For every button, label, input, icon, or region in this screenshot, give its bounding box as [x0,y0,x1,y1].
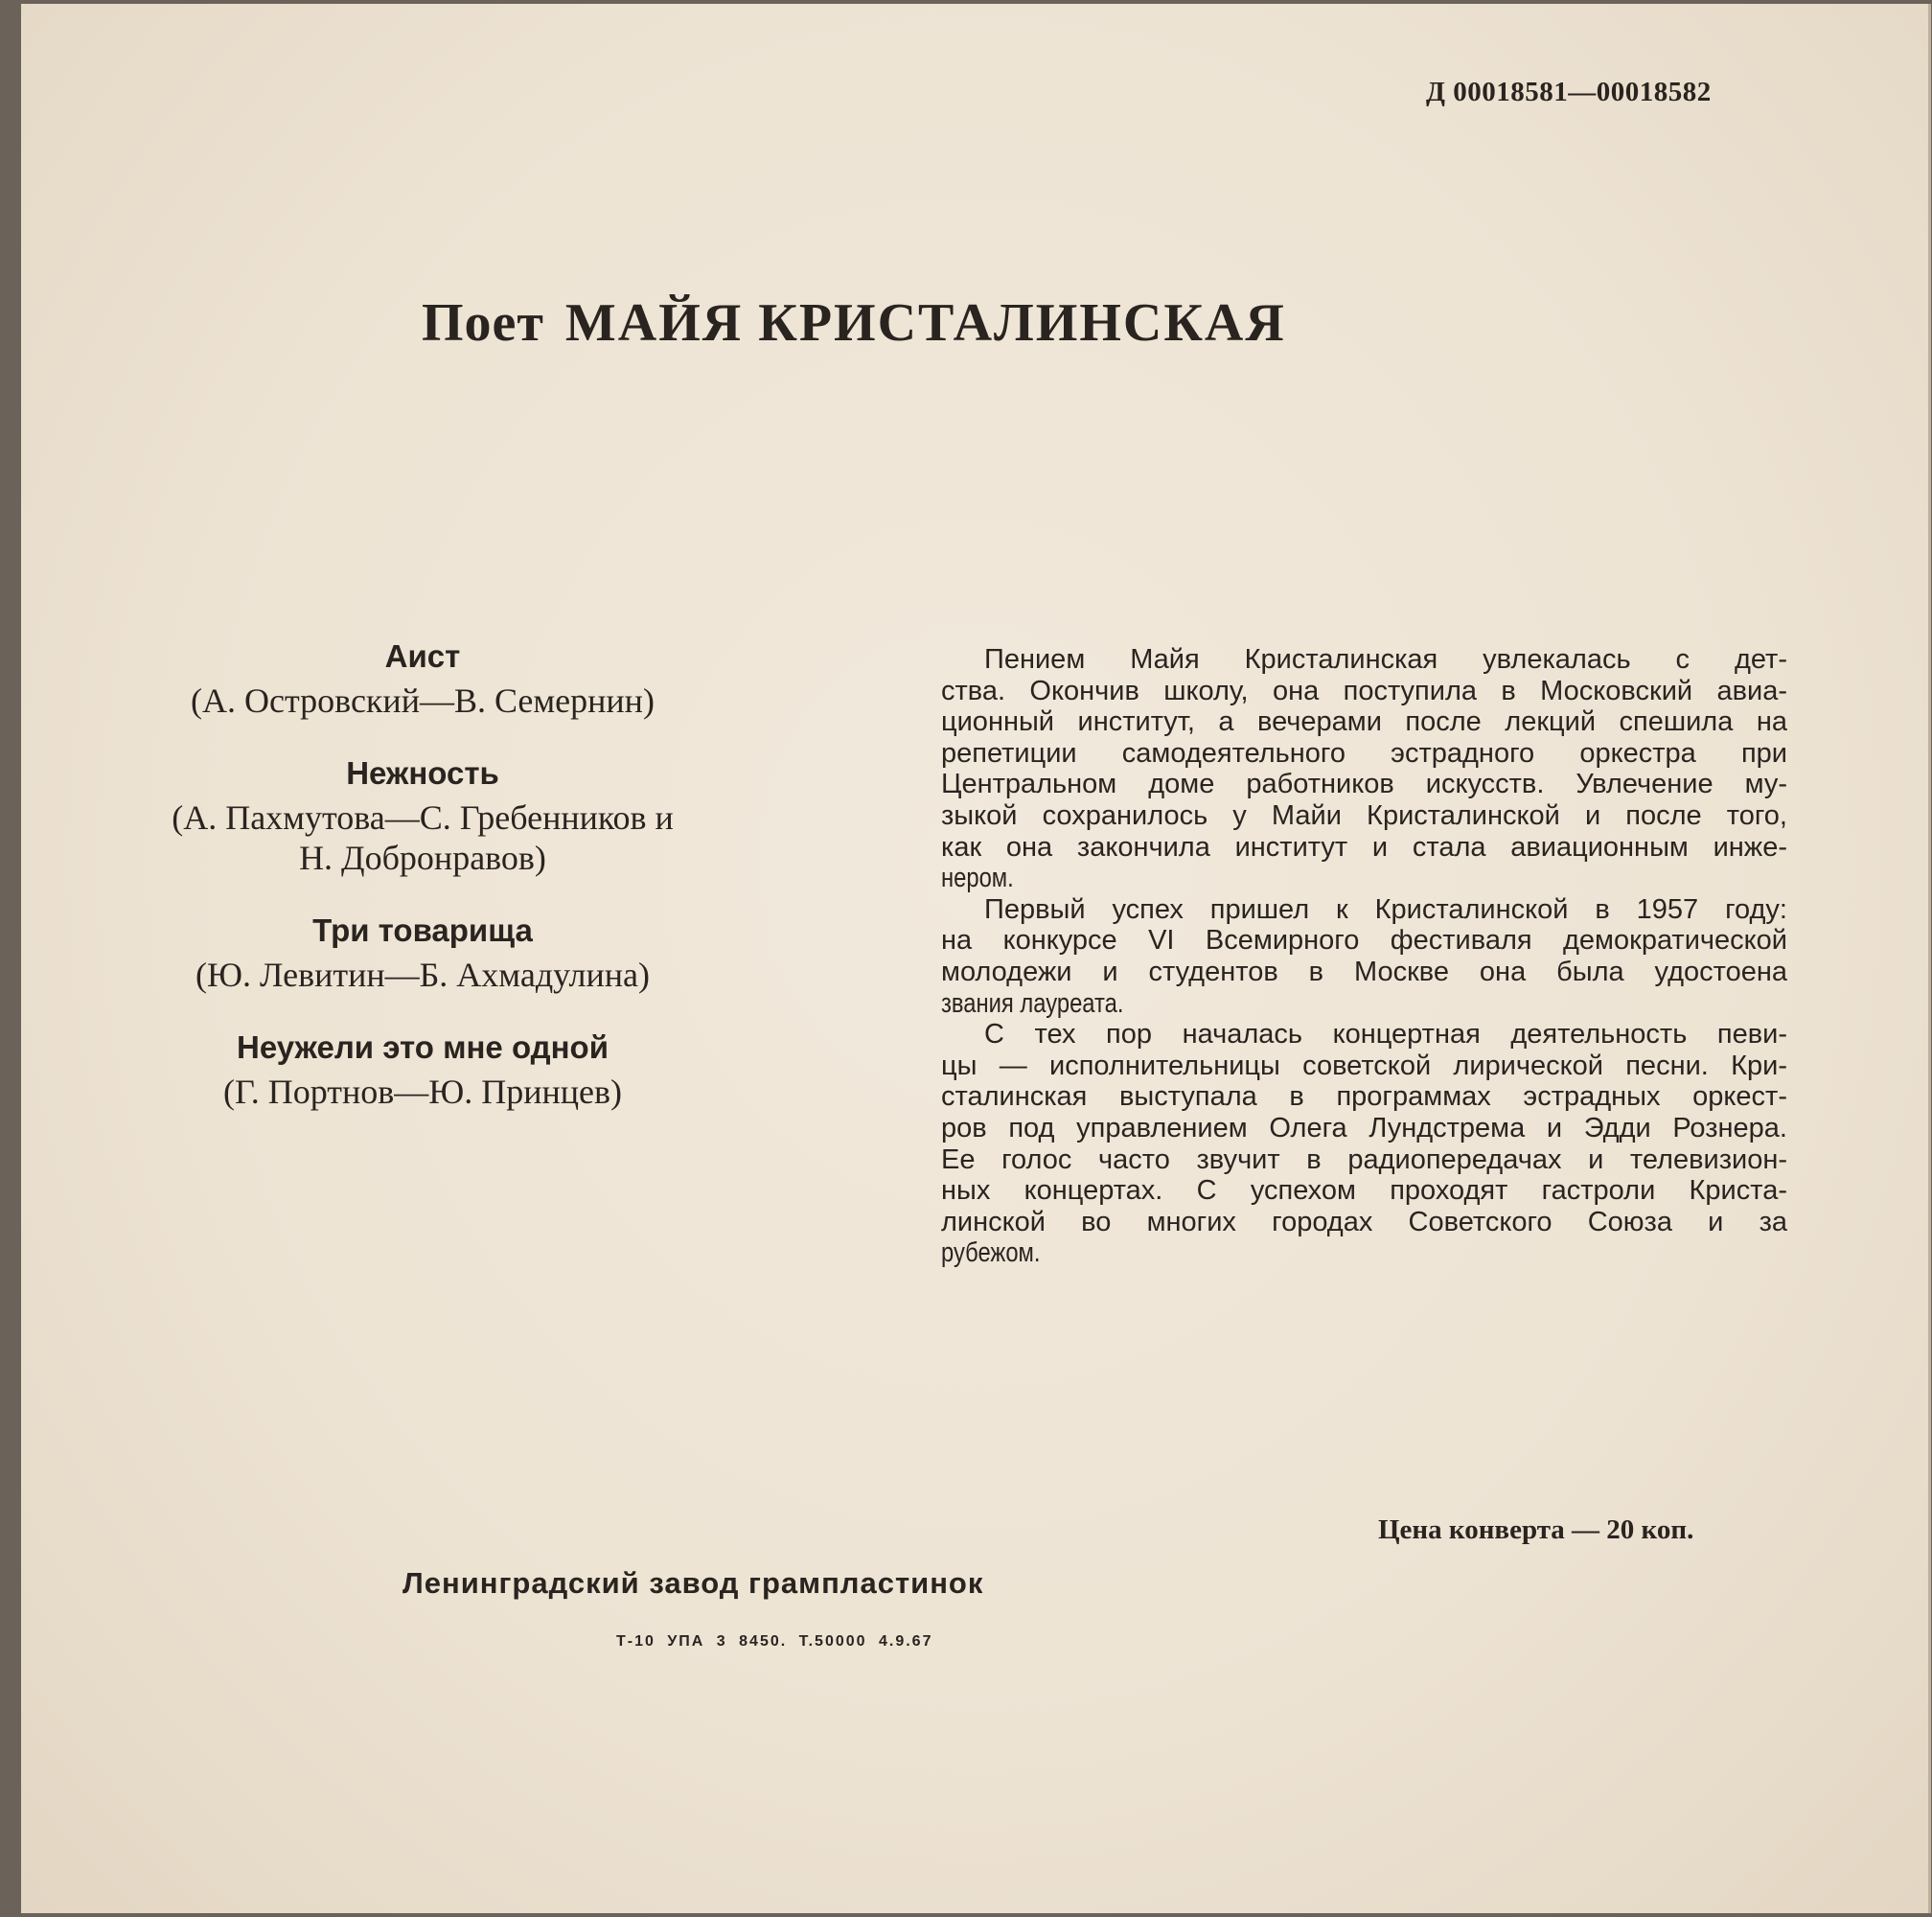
track-authors-line: (Г. Портнов—Ю. Принцев) [222,1073,623,1111]
bio-line: рубежом. [941,1237,1041,1269]
title-prefix: Поет [422,293,544,353]
bio-line: нером. [941,863,1014,894]
bio-line: ров под управлением Олега Лундстрема и Эдди Рознера. [941,1112,1787,1143]
artist-name: МАЙЯ КРИСТАЛИНСКАЯ [564,293,1286,353]
track-authors [96,681,749,721]
bio-line: ционный институт, а вечерами после лекций спешила на [941,706,1787,738]
biography-text [941,644,1787,1269]
track-title: Нежность [346,755,499,791]
track-authors [96,955,749,995]
track-authors-line: (А. Пахмутова—С. Гребенников и [172,798,674,837]
track-authors-line: Н. Добронравов) [299,839,546,877]
bio-line: ства. Окончив школу, она поступила в Московский авиа- [941,675,1787,706]
bio-line: на конкурсе VI Всемирного фестиваля демократической [941,925,1787,957]
track-title: Аист [384,638,461,674]
bio-line: цы — исполнительницы советской лирической песни. Кри- [941,1050,1787,1081]
manufacturer: Ленинградский завод грампластинок [402,1566,984,1600]
track-list [96,633,749,1141]
bio-line: репетиции самодеятельного эстрадного оркестра при [941,737,1787,769]
track-authors-line: (А. Островский—В. Семернин) [191,681,655,720]
print-info: Т-10 УПА 3 8450. Т.50000 4.9.67 [616,1633,933,1650]
page-title [422,292,1286,354]
bio-line: Первый успех пришел к Кристалинской в 1957 году: [984,893,1787,925]
bio-line: линской во многих городах Советского Союза и за [941,1206,1787,1237]
bio-line: звания лауреата. [941,987,1124,1019]
catalog-number: Д 00018581—00018582 [1426,77,1712,107]
track-title: Неужели это мне одной [237,1029,609,1065]
track-authors-line: (Ю. Левитин—Б. Ахмадулина) [195,956,651,994]
sleeve-price: Цена конверта — 20 коп. [1378,1514,1694,1545]
bio-line: сталинская выступала в программах эстрадных оркест- [941,1081,1787,1113]
bio-line: как она закончила институт и стала авиационным инже- [941,831,1787,863]
track-title: Три товарища [312,912,533,948]
bio-line: молодежи и студентов в Москве она была удостоена [941,956,1787,987]
track-authors [96,797,749,878]
bio-line: зыкой сохранилось у Майи Кристалинской и после того, [941,799,1787,831]
bio-line: Ее голос часто звучит в радиопередачах и телевизион- [941,1143,1787,1175]
bio-line: С тех пор началась концертная деятельность певи- [984,1019,1787,1051]
track-authors [96,1072,749,1112]
bio-line: Пением Майя Кристалинская увлекалась с дет- [984,644,1787,675]
bio-line: Центральном доме работников искусств. Увлечение му- [941,769,1787,800]
bio-line: ных концертах. С успехом проходят гастроли Криста- [941,1175,1787,1207]
